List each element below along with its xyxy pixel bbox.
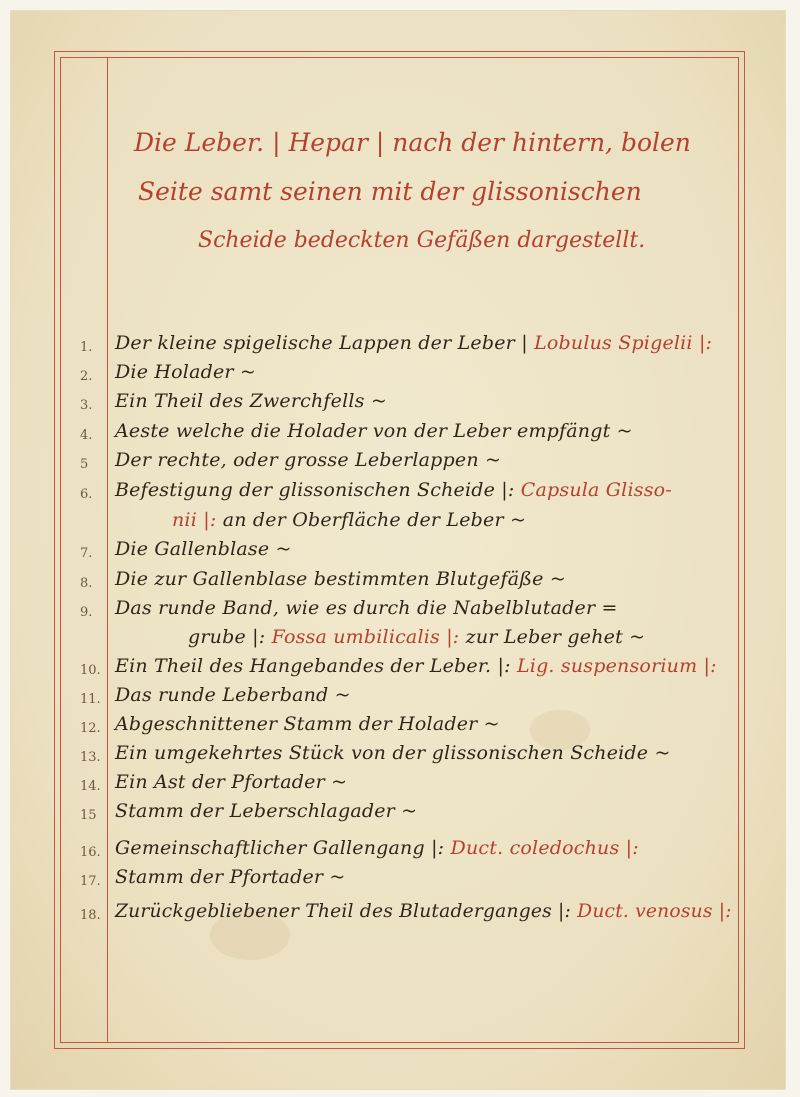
title-line-3: Scheide bedeckten Gefäßen dargestellt.: [198, 228, 646, 253]
item-text: Der kleine spigelische Lappen der Leber |: [115, 332, 528, 354]
item-text: Aeste welche die Holader von der Leber empfängt ~: [115, 420, 633, 442]
legend-item: [115, 800, 417, 822]
item-end: an der Oberfläche der Leber ~: [222, 509, 527, 531]
title-line-1: Die Leber. | Hepar | nach der hintern, bolen: [134, 128, 691, 157]
legend-item: [115, 361, 256, 383]
item-text: Der rechte, oder grosse Leberlappen ~: [115, 449, 502, 471]
legend-item: [115, 597, 618, 619]
title-line-2: Seite samt seinen mit der glissonischen: [138, 177, 642, 206]
legend-item: [115, 837, 639, 859]
legend-item: [115, 479, 672, 501]
legend-item: [115, 449, 501, 471]
item-number: 6.: [80, 487, 93, 502]
legend-item: [115, 900, 732, 922]
item-number: 3.: [80, 398, 93, 413]
item-text: grube |:: [188, 626, 266, 648]
item-latin: nii |:: [172, 509, 217, 531]
item-number: 2.: [80, 369, 93, 384]
item-latin: Duct. venosus |:: [577, 900, 732, 922]
item-number: 13.: [80, 750, 101, 765]
item-number: 12.: [80, 721, 101, 736]
item-text: Abgeschnittener Stamm der Holader ~: [115, 713, 500, 735]
item-number: 10.: [80, 663, 101, 678]
item-text: Stamm der Leberschlagader ~: [115, 800, 418, 822]
item-number: 7.: [80, 546, 93, 561]
item-latin: Capsula Glisso-: [520, 479, 672, 501]
item-number: 18.: [80, 908, 101, 923]
item-latin: Lig. suspensorium |:: [516, 655, 717, 677]
item-text: Ein Ast der Pfortader ~: [115, 771, 348, 793]
item-number: 11.: [80, 692, 101, 707]
item-number: 5: [80, 457, 89, 472]
item-number: 14.: [80, 779, 101, 794]
legend-item: [115, 771, 347, 793]
legend-item: [115, 332, 712, 354]
item-latin: Duct. coledochus |:: [450, 837, 639, 859]
item-text: Stamm der Pfortader ~: [115, 866, 346, 888]
item-end: zur Leber gehet ~: [465, 626, 646, 648]
legend-item: [115, 568, 566, 590]
item-text: Ein umgekehrtes Stück von der glissonischen Scheide ~: [115, 742, 671, 764]
legend-item: [115, 713, 500, 735]
item-number: 8.: [80, 576, 93, 591]
legend-item: [115, 684, 351, 706]
item-text: Gemeinschaftlicher Gallengang |:: [115, 837, 445, 859]
legend-item: [115, 655, 717, 677]
item-text: Befestigung der glissonischen Scheide |:: [115, 479, 515, 501]
item-number: 16.: [80, 845, 101, 860]
item-latin: Fossa umbilicalis |:: [271, 626, 460, 648]
item-number: 4.: [80, 428, 93, 443]
legend-item-continuation: [188, 626, 645, 648]
item-number: 17.: [80, 874, 101, 889]
legend-item: [115, 742, 671, 764]
item-latin: Lobulus Spigelii |:: [534, 332, 713, 354]
page-title: [112, 118, 712, 265]
legend-item: [115, 420, 633, 442]
item-number: 15: [80, 808, 97, 823]
legend-item: [115, 538, 292, 560]
legend-item: [115, 390, 387, 412]
legend-item: [115, 866, 346, 888]
item-text: Das runde Leberband ~: [115, 684, 351, 706]
item-text: Die Gallenblase ~: [115, 538, 292, 560]
item-text: Die Holader ~: [115, 361, 257, 383]
item-text: Das runde Band, wie es durch die Nabelblutader =: [115, 597, 618, 619]
item-text: Ein Theil des Hangebandes der Leber. |:: [115, 655, 511, 677]
item-number: 1.: [80, 340, 93, 355]
item-text: Ein Theil des Zwerchfells ~: [115, 390, 387, 412]
item-text: Zurückgebliebener Theil des Blutaderganges |:: [115, 900, 572, 922]
legend-item-continuation: [172, 509, 526, 531]
item-number: 9.: [80, 605, 93, 620]
item-text: Die zur Gallenblase bestimmten Blutgefäße ~: [115, 568, 566, 590]
